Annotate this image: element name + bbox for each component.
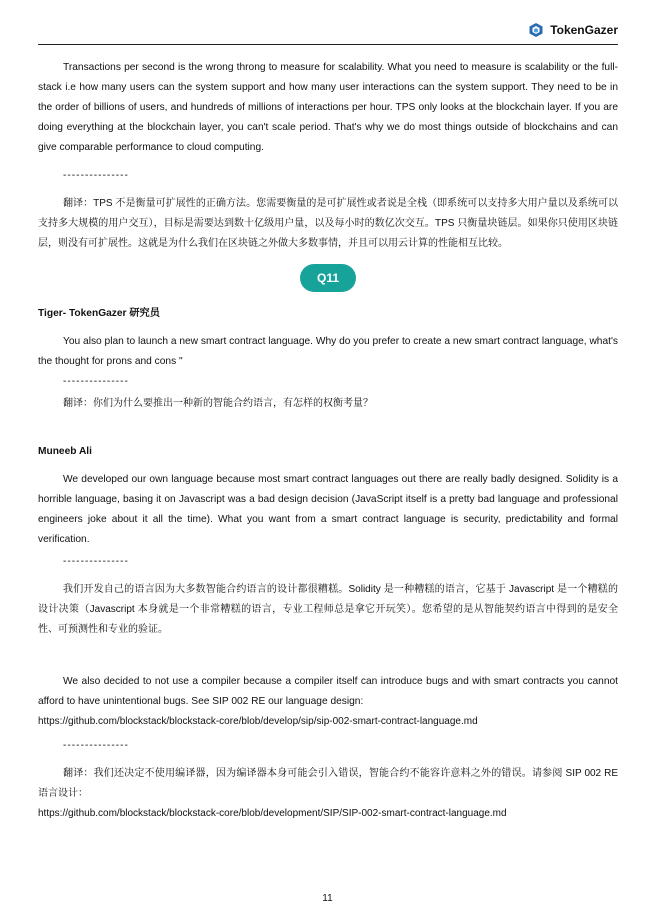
paragraph-tps-cn: 翻译：TPS 不是衡量可扩展性的正确方法。您需要衡量的是可扩展性或者说是全栈（即系统可以支持多大用户量以及系统可以支持多大规模的用户交互），目标是需要达到数十亿级用户量，以及每小时的数亿次交互。TPS 只衡量块链层。如果你只使用区块链层，则没有可扩展性。这就是为什么我们在区块链之外做大多数事情，并且可以用云计算的性能相互比较。: [38, 198, 618, 249]
page-header: [38, 14, 618, 45]
brand: [528, 22, 618, 38]
answer1-cn: 我们开发自己的语言因为大多数智能合约语言的设计都很糟糕。Solidity 是一种糟糕的语言，它基于 Javascript 是一个糟糕的设计决策（Javascript 本身就是一个非常糟糕的语言，专业工程师总是拿它开玩笑）。您希望的是从智能契约语言中得到的是安全性、可预测性和专业的验证。: [38, 584, 618, 635]
separator: ---------------: [63, 740, 129, 751]
answer2-cn-url[interactable]: https://github.com/blockstack/blockstack-core/blob/development/SIP/SIP-002-smart-contract-language.md: [38, 808, 507, 819]
separator: ---------------: [63, 376, 129, 387]
question-en: You also plan to launch a new smart contract language. Why do you prefer to create a new smart contract language, what's the thought for prons and cons ": [38, 336, 618, 367]
question-badge: Q11: [300, 264, 356, 292]
paragraph-tps-en: Transactions per second is the wrong throng to measure for scalability. What you need to measure is scalability or the full-stack i.e how many users can the system support and how many user interactions can the system support. They need to be in the order of billions of users, and hundreds of millions of interactions per hour. TPS only looks at the blockchain layer. If you are doing everything at the blockchain layer, you can't scale period. That's why we do most things outside of blockchains and can give comparable performance to cloud computing.: [38, 62, 618, 153]
question-cn: 翻译：你们为什么要推出一种新的智能合约语言，有怎样的权衡考量？: [63, 398, 373, 409]
brand-name: TokenGazer: [550, 23, 618, 37]
page-content: [38, 58, 618, 824]
speaker-muneeb: Muneeb Ali: [38, 446, 92, 457]
speaker-tiger: Tiger- TokenGazer 研究员: [38, 308, 160, 319]
page-number: 11: [322, 893, 333, 904]
separator: ---------------: [63, 556, 129, 567]
tokengazer-logo-icon: [528, 22, 544, 38]
question-badge-row: [38, 264, 618, 292]
separator: ---------------: [63, 170, 129, 181]
answer2-cn: 翻译：我们还决定不使用编译器，因为编译器本身可能会引入错误，智能合约不能容许意料之外的错误。请参阅 SIP 002 RE 语言设计：: [38, 768, 618, 799]
answer2-url[interactable]: https://github.com/blockstack/blockstack-core/blob/develop/sip/sip-002-smart-contract-language.md: [38, 716, 478, 727]
answer2-en: We also decided to not use a compiler because a compiler itself can introduce bugs and with smart contracts you cannot afford to have unintentional bugs. See SIP 002 RE our language design:: [38, 676, 618, 707]
answer1-en: We developed our own language because most smart contract languages out there are really badly designed. Solidity is a horrible language, basing it on Javascript was a bad design decision (JavaScript itself is a pretty bad language and professional engineers joke about it all the time). What you want from a smart contract language is security, predictability and formal verification.: [38, 474, 618, 545]
